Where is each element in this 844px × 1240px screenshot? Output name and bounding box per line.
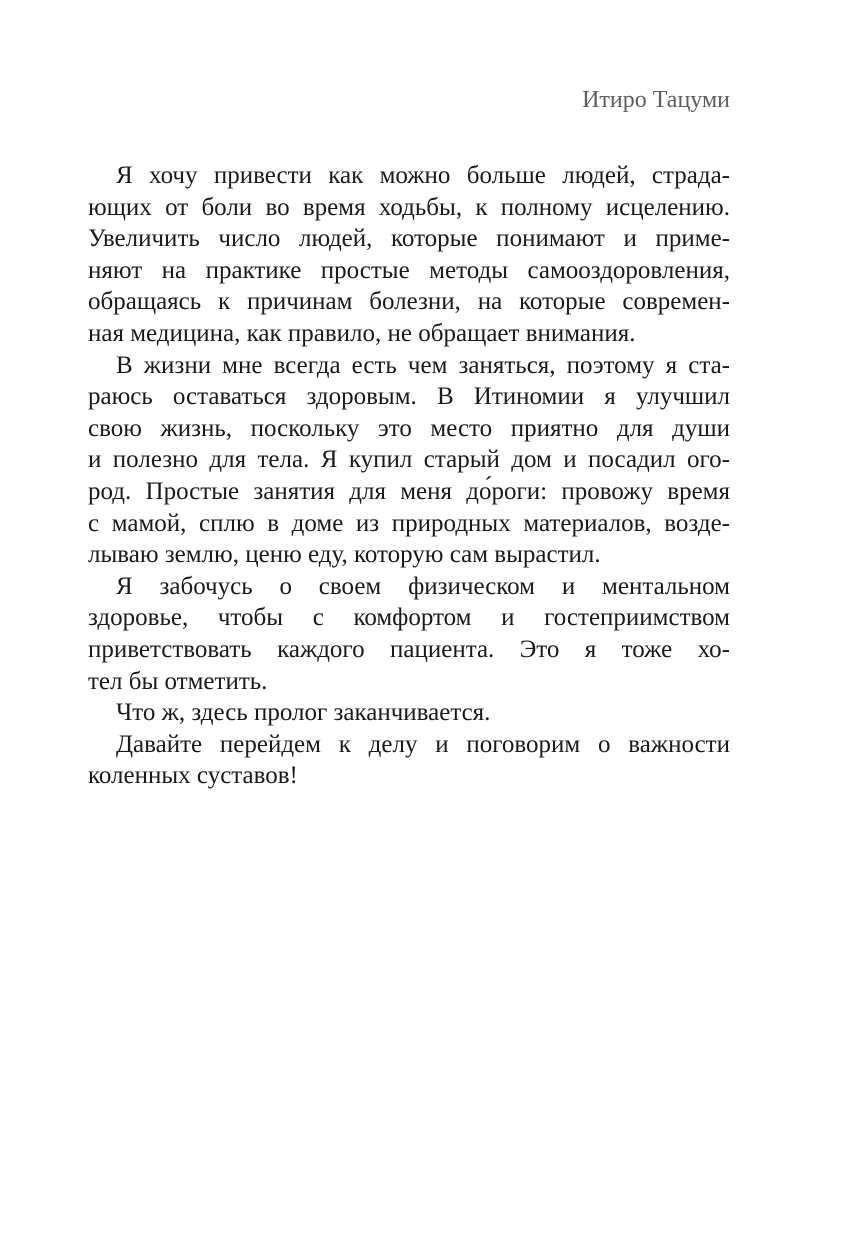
paragraph <box>88 729 730 792</box>
text-line: приветствовать каждого пациента. Это я тоже хо- <box>88 635 730 663</box>
text-line: коленных суставов! <box>88 762 298 790</box>
page-body <box>88 160 730 792</box>
text-line: обращаясь к причинам болезни, на которые современ- <box>88 288 730 316</box>
text-line: Я хочу привести как можно больше людей, страда- <box>116 162 730 189</box>
text-line: Увеличить число людей, которые понимают и приме- <box>88 225 730 253</box>
paragraph <box>88 697 730 729</box>
text-line: ющих от боли во время ходьбы, к полному исцелению. <box>88 193 730 221</box>
text-line: свою жизнь, поскольку это место приятно для души <box>88 414 730 442</box>
text-line: Давайте перейдем к делу и поговорим о важности <box>116 730 730 758</box>
text-line: лываю землю, ценю еду, которую сам вырастил. <box>88 541 601 569</box>
text-line: с мамой, сплю в доме из природных материалов, возде- <box>88 509 730 537</box>
running-header-author: Итиро Тацуми <box>582 87 730 113</box>
text-line: раюсь оставаться здоровым. В Итиномии я улучшил <box>88 383 730 411</box>
text-line: тел бы отметить. <box>88 667 268 695</box>
text-line: здоровье, чтобы с комфортом и гостеприимством <box>88 604 730 632</box>
text-line: Что ж, здесь пролог заканчивается. <box>116 699 491 727</box>
text-line: ная медицина, как правило, не обращает внимания. <box>88 319 636 347</box>
text-line: В жизни мне всегда есть чем заняться, поэтому я ста- <box>116 351 730 379</box>
text-line: няют на практике простые методы самооздоровления, <box>88 256 730 284</box>
paragraph <box>88 571 730 697</box>
paragraph <box>88 350 730 571</box>
text-line: Я забочусь о своем физическом и ментальном <box>116 572 730 600</box>
paragraph <box>88 160 730 350</box>
text-line: и полезно для тела. Я купил старый дом и посадил ого- <box>88 446 730 474</box>
text-line: род. Простые занятия для меня до́роги: провожу время <box>88 477 730 505</box>
